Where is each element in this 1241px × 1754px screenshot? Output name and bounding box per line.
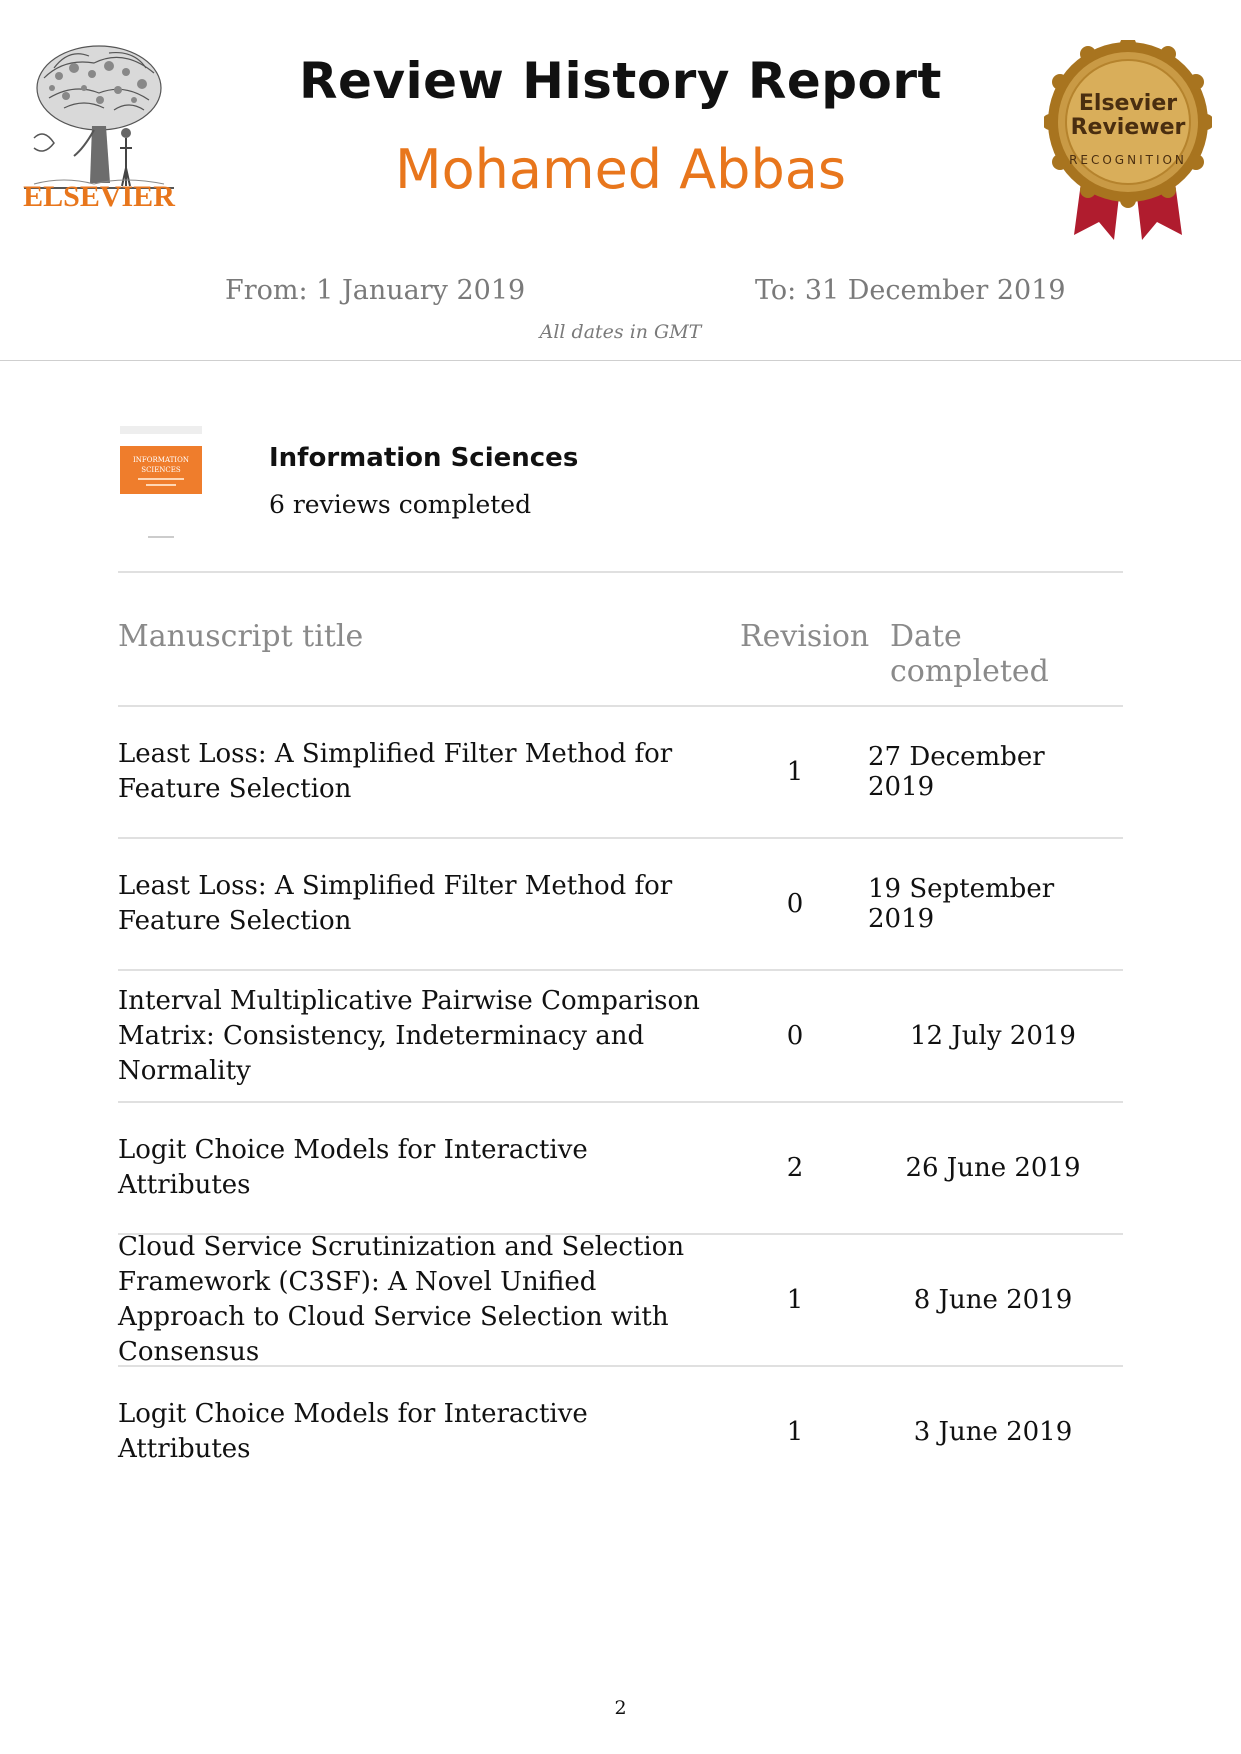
svg-text:SCIENCES: SCIENCES (141, 466, 181, 474)
journal-cover (118, 424, 204, 542)
journal-name: Information Sciences (269, 443, 579, 473)
date-completed: 3 June 2019 (913, 1417, 1073, 1447)
table-row (118, 707, 1123, 839)
table-row (118, 839, 1123, 971)
timezone-note: All dates in GMT (539, 321, 702, 343)
journal-cover-icon (118, 424, 204, 542)
header-manuscript-title: Manuscript title (118, 619, 364, 654)
manuscript-title: Interval Multiplicative Pairwise Comparison Matrix: Consistency, Indeterminacy and Normality (118, 985, 700, 1086)
header-divider (0, 360, 1241, 361)
manuscript-title: Logit Choice Models for Interactive Attributes (118, 1135, 588, 1200)
header-date-completed: Date completed (890, 619, 1049, 689)
seal-line2: Reviewer (1070, 115, 1186, 140)
reviewer-recognition-seal (1044, 40, 1212, 240)
date-completed: 12 July 2019 (910, 1021, 1076, 1051)
manuscript-title: Logit Choice Models for Interactive Attributes (118, 1399, 588, 1464)
revision-number: 1 (786, 757, 804, 787)
table-row (118, 1367, 1123, 1497)
seal-line1: Elsevier (1078, 91, 1178, 116)
manuscript-title: Cloud Service Scrutinization and Selection Framework (C3SF): A Novel Unified Approach to Cloud Service Selection with Consensus (118, 1232, 685, 1367)
date-completed: 27 December 2019 (868, 742, 1045, 802)
revision-number: 1 (786, 1417, 804, 1447)
revision-number: 0 (786, 889, 804, 919)
reviews-completed-count: 6 reviews completed (269, 490, 532, 519)
elsevier-wordmark: ELSEVIER (23, 180, 175, 213)
reviewer-seal-icon (1044, 40, 1212, 240)
svg-text:INFORMATION: INFORMATION (133, 456, 189, 464)
table-row (118, 1232, 1123, 1367)
revision-number: 2 (786, 1153, 804, 1183)
header-revision: Revision (740, 619, 870, 654)
reviewer-name: Mohamed Abbas (395, 138, 846, 201)
table-header (118, 571, 1123, 707)
date-completed: 19 September 2019 (868, 874, 1055, 934)
period-to: To: 31 December 2019 (755, 275, 1066, 306)
review-history-table (118, 571, 1123, 1497)
table-row (118, 1103, 1123, 1235)
report-title: Review History Report (299, 52, 942, 110)
date-completed: 8 June 2019 (913, 1285, 1073, 1315)
table-row (118, 971, 1123, 1103)
seal-arc-text: RECOGNITION (1069, 153, 1187, 167)
revision-number: 0 (786, 1021, 804, 1051)
page-number: 2 (614, 1697, 627, 1719)
manuscript-title: Least Loss: A Simplified Filter Method for Feature Selection (118, 739, 673, 804)
date-completed: 26 June 2019 (905, 1153, 1081, 1183)
revision-number: 1 (786, 1285, 804, 1315)
period-from: From: 1 January 2019 (225, 275, 526, 306)
manuscript-title: Least Loss: A Simplified Filter Method for Feature Selection (118, 871, 673, 936)
